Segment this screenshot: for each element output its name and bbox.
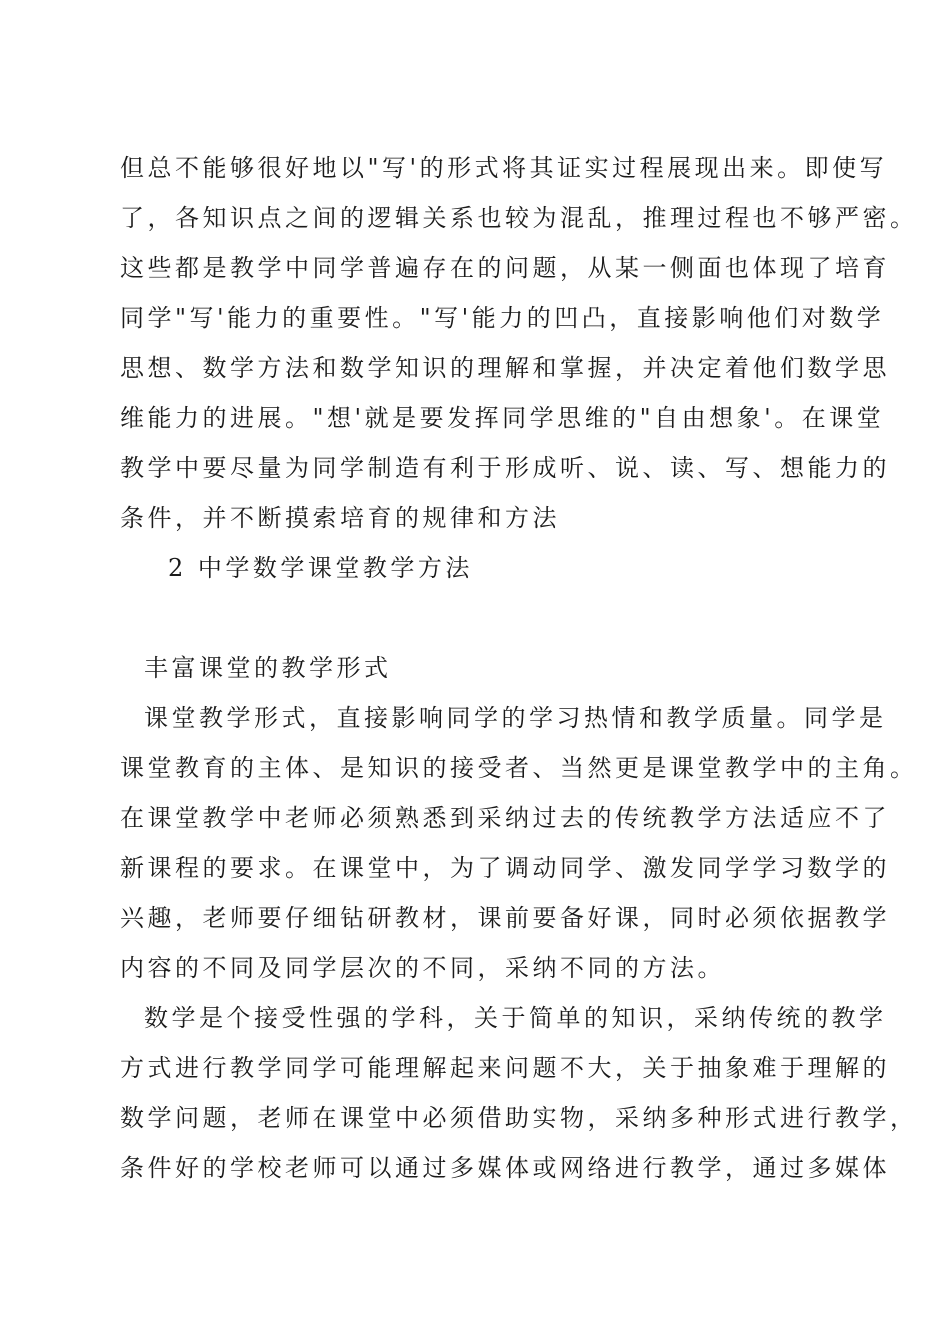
section-heading: 2 中学数学课堂教学方法 [168, 554, 473, 582]
paragraph-1-line-8: 条件，并不断摸索培育的规律和方法 [120, 504, 560, 532]
paragraph-1-line-2: 了，各知识点之间的逻辑关系也较为混乱，推理过程也不够严密。 [120, 204, 918, 232]
paragraph-1-line-3: 这些都是教学中同学普遍存在的问题，从某一侧面也体现了培育 [120, 254, 890, 282]
paragraph-3-line-4: 条件好的学校老师可以通过多媒体或网络进行教学，通过多媒体 [120, 1154, 890, 1182]
paragraph-3-line-2: 方式进行教学同学可能理解起来问题不大，关于抽象难于理解的 [120, 1054, 890, 1082]
paragraph-1-line-4: 同学"写'能力的重要性。"写'能力的凹凸，直接影响他们对数学 [120, 304, 885, 332]
paragraph-2-line-1: 课堂教学形式，直接影响同学的学习热情和教学质量。同学是 [144, 704, 887, 732]
paragraph-1-line-7: 教学中要尽量为同学制造有利于形成听、说、读、写、想能力的 [120, 454, 890, 482]
subheading: 丰富课堂的教学形式 [144, 654, 392, 682]
paragraph-3-line-1: 数学是个接受性强的学科，关于简单的知识，采纳传统的教学 [144, 1004, 887, 1032]
paragraph-1-line-1: 但总不能够很好地以"写'的形式将其证实过程展现出来。即使写 [120, 154, 888, 182]
paragraph-3-line-3: 数学问题，老师在课堂中必须借助实物，采纳多种形式进行教学， [120, 1104, 918, 1132]
paragraph-1-line-5: 思想、数学方法和数学知识的理解和掌握，并决定着他们数学思 [120, 354, 890, 382]
paragraph-2-line-2: 课堂教育的主体、是知识的接受者、当然更是课堂教学中的主角。 [120, 754, 918, 782]
paragraph-2-line-6: 内容的不同及同学层次的不同，采纳不同的方法。 [120, 954, 725, 982]
paragraph-2-line-3: 在课堂教学中老师必须熟悉到采纳过去的传统教学方法适应不了 [120, 804, 890, 832]
paragraph-1-line-6: 维能力的进展。"想'就是要发挥同学思维的"自由想象'。在课堂 [120, 404, 885, 432]
paragraph-2-line-5: 兴趣，老师要仔细钻研教材，课前要备好课，同时必须依据教学 [120, 904, 890, 932]
paragraph-2-line-4: 新课程的要求。在课堂中，为了调动同学、激发同学学习数学的 [120, 854, 890, 882]
